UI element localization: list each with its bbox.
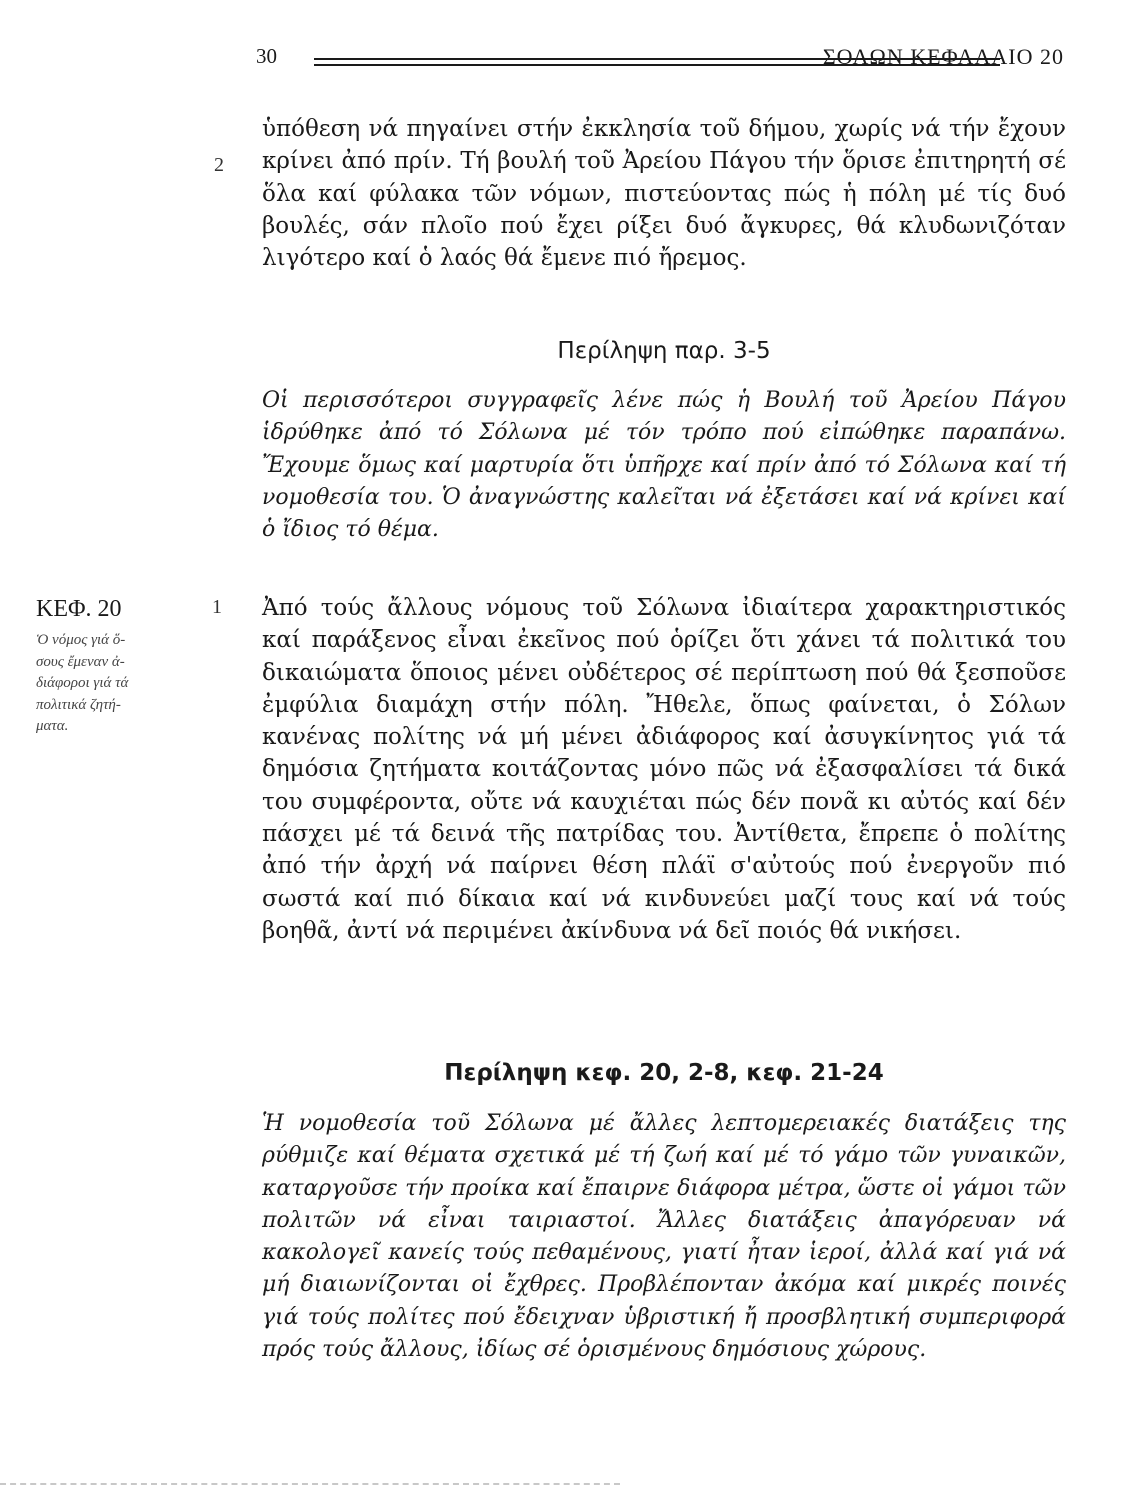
running-head: ΣΟΛΩΝ ΚΕΦΑΛΑΙΟ 20 (822, 44, 1064, 69)
scan-artifact-line (0, 1483, 620, 1485)
chapter-note-line: διάφοροι γιά τά (36, 675, 129, 691)
chapter-margin-note (36, 630, 200, 738)
summary-text-2: Ἡ νομοθεσία τοῦ Σόλωνα μέ ἄλλες λεπτομερειακές διατάξεις της ρύθμιζε καί θέματα σχετικά μέ τή ζωή καί μέ τό γάμο τῶν γυναικῶν, καταργοῦσε τήν προίκα καί ἔπαιρνε διάφορα μέτρα, ὥστε οἱ γάμοι τῶν πολιτῶν νά εἶναι ταιριαστοί. Ἄλλες διατάξεις ἀπαγόρευαν νά κακολογεῖ κανείς τούς πεθαμένους, γιατί ἦταν ἱεροί, ἀλλά καί γιά νά μή διαιωνίζονται οἱ ἔχθρες. Προβλέπονταν ἀκόμα καί μικρές ποινές γιά τούς πολίτες πού ἔδειχναν ὑβριστική ἤ προσβλητική συμπεριφορά πρός τούς ἄλλους, ἰδίως σέ ὁρισμένους δημόσιους χώρους. (262, 1111, 1066, 1363)
chapter-label: ΚΕΦ. 20 (36, 596, 122, 622)
summary-heading-1: Περίληψη παρ. 3-5 (557, 338, 771, 364)
page-number: 30 (256, 44, 277, 68)
page-header (248, 44, 1064, 78)
paragraph-continuation: ὑπόθεση νά πηγαίνει στήν ἐκκλησία τοῦ δήμου, χωρίς νά τήν ἔχουν κρίνει ἀπό πρίν. Τή βουλή τοῦ Ἀρείου Πάγου τήν ὅρισε ἐπιτηρητή σέ ὅλα καί φύλακα τῶν νόμων, πιστεύοντας πώς ἡ πόλη μέ τίς δυό βουλές, σάν πλοῖο πού ἔχει ρίξει δυό ἄγκυρες, θά κλυδωνιζόταν λιγότερο καί ὁ λαός θά ἔμενε πιό ἤρεμος. (262, 116, 1066, 272)
chapter-note-line: ματα. (36, 718, 69, 734)
summary-heading-2: Περίληψη κεφ. 20, 2-8, κεφ. 21-24 (444, 1060, 884, 1086)
chapter-20-paragraph-1: Ἀπό τούς ἄλλους νόμους τοῦ Σόλωνα ἰδιαίτερα χαρακτηριστικός καί παράξενος εἶναι ἐκεῖνος πού ὁρίζει ὅτι χάνει τά πολιτικά του δικαιώματα ὅποιος μένει οὐδέτερος σέ περίπτωση πού θά ξεσποῦσε ἐμφύλια διαμάχη στήν πόλη. Ἤθελε, ὅπως φαίνεται, ὁ Σόλων κανένας πολίτης νά μή μένει ἀδιάφορος καί ἀσυγκίνητος γιά τά δημόσια ζητήματα κοιτάζοντας μόνο πῶς νά ἐξασφαλίσει τά δικά του συμφέροντα, οὔτε νά καυχιέται πώς δέν πονᾶ κι αὐτός καί δέν πάσχει μέ τά δεινά τῆς πατρίδας του. Ἀντίθετα, ἔπρεπε ὁ πολίτης ἀπό τήν ἀρχή νά παίρνει θέση πλάϊ σ'αὐτούς πού ἐνεργοῦν πιό σωστά καί πιό δίκαια καί νά κινδυνεύει μαζί τους καί νά τούς βοηθᾶ, ἀντί νά περιμένει ἀκίνδυνα νά δεῖ ποιός θά νικήσει. (262, 595, 1066, 944)
chapter-note-line: σους ἔμεναν ἀ- (36, 653, 125, 670)
summary-text-1: Οἱ περισσότεροι συγγραφεῖς λένε πώς ἡ Βουλή τοῦ Ἀρείου Πάγου ἱδρύθηκε ἀπό τό Σόλωνα μέ τόν τρόπο πού εἰπώθηκε παραπάνω. Ἔχουμε ὅμως καί μαρτυρία ὅτι ὑπῆρχε καί πρίν ἀπό τό Σόλωνα καί τή νομοθεσία του. Ὁ ἀναγνώστης καλεῖται νά ἐξετάσει καί νά κρίνει καί ὁ ἴδιος τό θέμα. (262, 388, 1066, 543)
chapter-note-line: πολιτικά ζητή- (36, 696, 121, 713)
chapter-note-line: Ὁ νόμος γιά ὅ- (36, 632, 126, 648)
paragraph-number-2: 2 (214, 154, 224, 176)
paragraph-number-1: 1 (212, 596, 222, 618)
